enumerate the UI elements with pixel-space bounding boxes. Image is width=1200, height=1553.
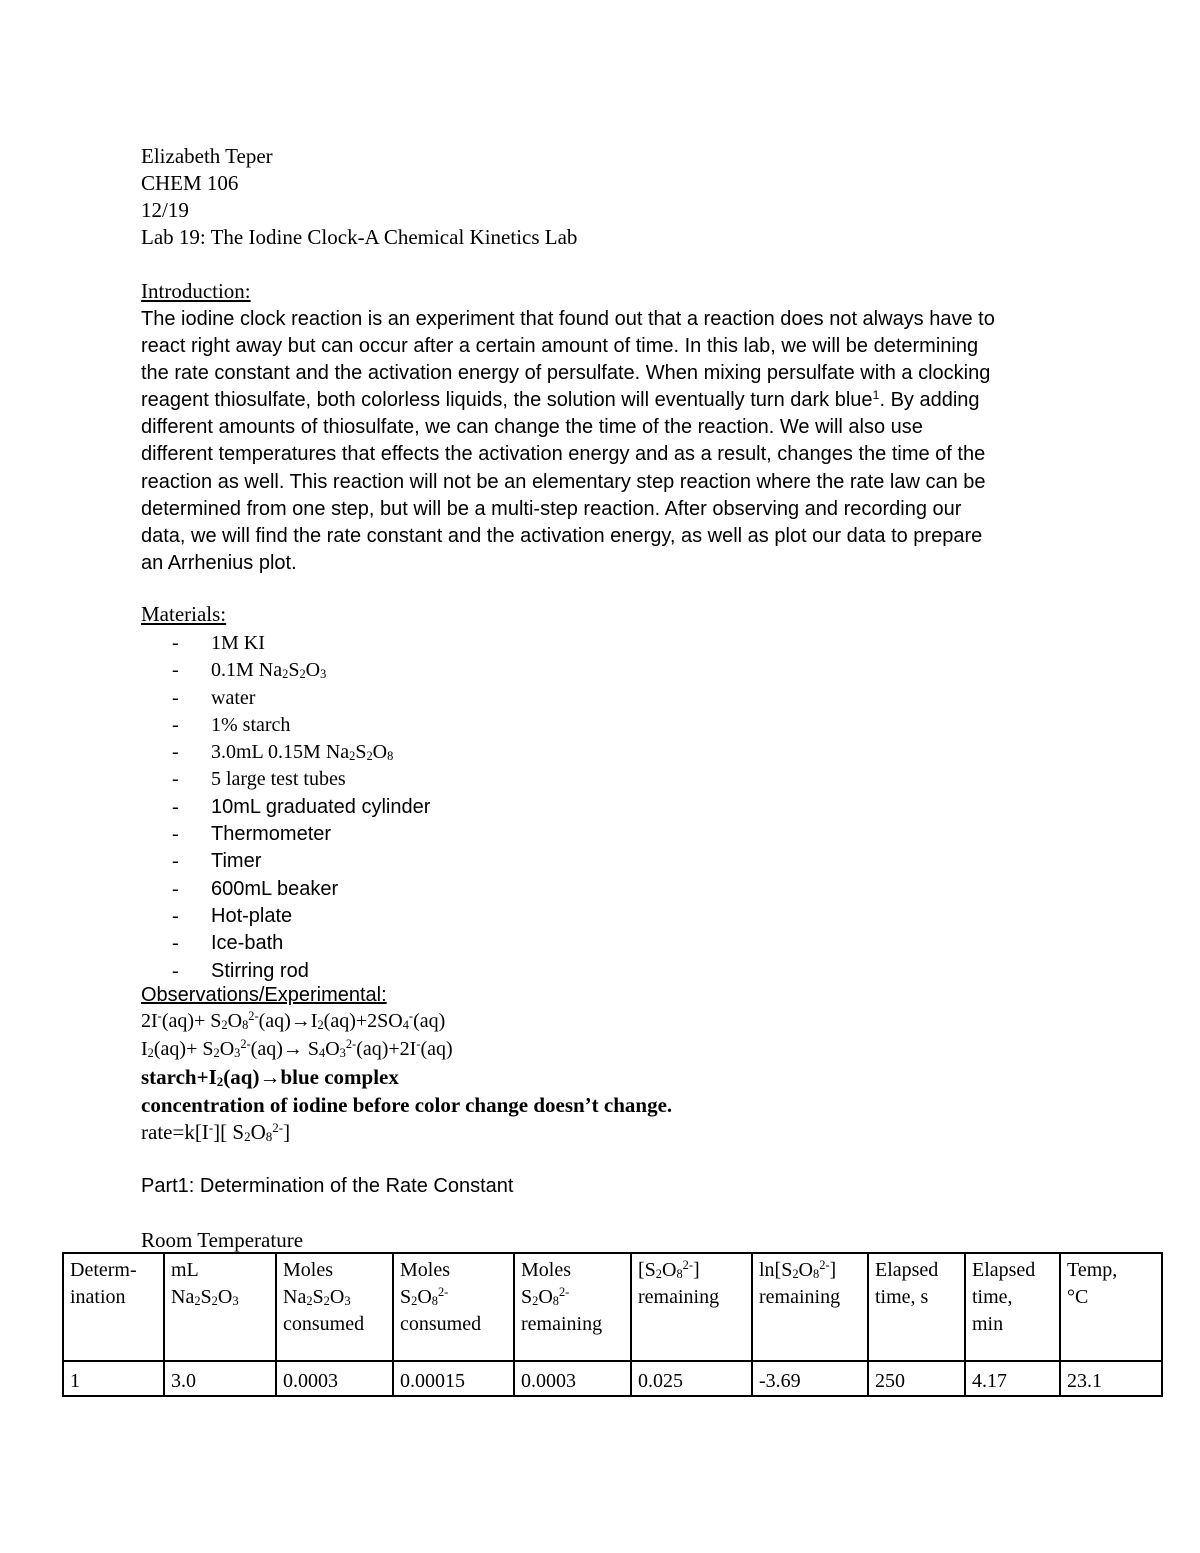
table-cell: 0.0003 — [276, 1361, 393, 1396]
table-cell: 250 — [868, 1361, 965, 1396]
list-item: - Timer — [172, 850, 262, 873]
observation-note: concentration of iodine before color change doesn’t change. — [141, 1093, 673, 1117]
intro-line: an Arrhenius plot. — [141, 551, 297, 574]
room-temperature-heading: Room Temperature — [141, 1228, 304, 1252]
table-header-cell: $\ln[S_2O_8^{2-}]$ remaining — [752, 1253, 868, 1361]
table-header-cell: Elapsed time, s — [868, 1253, 965, 1361]
author-name: Elizabeth Teper — [141, 144, 273, 168]
list-item: - Hot-plate — [172, 904, 293, 927]
table-cell: 0.025 — [631, 1361, 752, 1396]
intro-line: different temperatures that effects the activation energy and as a result, changes the time of the — [141, 443, 986, 466]
materials-heading: Materials: — [141, 602, 227, 626]
table-header-cell: Determ- ination — [63, 1253, 164, 1361]
rate-constant-table — [62, 1252, 1163, 1397]
table-header-cell: Moles $Na_2S_2O_3$ consumed — [276, 1253, 393, 1361]
part1-heading: Part1: Determination of the Rate Constant — [141, 1175, 514, 1197]
intro-line: react right away but can occur after a certain amount of time. In this lab, we will be determining — [141, 335, 979, 358]
table-cell: 0.0003 — [514, 1361, 631, 1396]
materials-list — [172, 630, 430, 985]
table-cell: 3.0 — [164, 1361, 276, 1396]
table-header-cell: Elapsed time, min — [965, 1253, 1060, 1361]
table-cell: 1 — [63, 1361, 164, 1396]
list-item: - 0.1M $Na_2S_2O_3$ — [172, 659, 327, 682]
table-cell: 4.17 — [965, 1361, 1060, 1396]
table-header-cell: Moles $S_2O_8^{2-}$ consumed — [393, 1253, 514, 1361]
list-item: - 1M KI — [172, 632, 265, 654]
rate-law: rate=k[I-][ $S_2O_8^{2-}$] — [141, 1119, 291, 1144]
report-date: 12/19 — [141, 198, 189, 222]
list-item: - 10mL graduated cylinder — [172, 795, 431, 818]
observations-heading: Observations/Experimental: — [141, 984, 387, 1006]
list-item: - Stirring rod — [172, 959, 309, 982]
intro-line: determined from one step, but will be a multi-step reaction. After observing and recording our — [141, 497, 962, 520]
intro-line: different amounts of thiosulfate, we can change the time of the reaction. We will also use — [141, 416, 923, 439]
table-header-cell: $[S_2O_8^{2-}]$ remaining — [631, 1253, 752, 1361]
equation-1: $2I^-(aq)+ S_2O_8^{2-}(aq)\to I_2(aq)+2SO_4^-(aq)$ — [141, 1009, 446, 1032]
table-row — [63, 1361, 1162, 1396]
list-item: - 3.0mL 0.15M $Na_2S_2O_8$ — [172, 741, 394, 764]
list-item: - water — [172, 686, 256, 709]
introduction-paragraph — [141, 306, 1071, 577]
lab-title: Lab 19: The Iodine Clock-A Chemical Kinetics Lab — [141, 225, 578, 249]
equation-3: $starch+I_2(aq)\to blue$ complex — [141, 1065, 399, 1089]
list-item: - Thermometer — [172, 823, 332, 846]
intro-line: reagent thiosulfate, both colorless liquids, the solution will eventually turn dark blue$^1$. By adding — [141, 388, 980, 412]
table-header-cell: Temp, °C — [1060, 1253, 1162, 1361]
introduction-heading: Introduction: — [141, 279, 251, 303]
list-item: - 1% starch — [172, 713, 291, 736]
table-header-cell: Moles $S_2O_8^{2-}$ remaining — [514, 1253, 631, 1361]
intro-line: the rate constant and the activation energy of persulfate. When mixing persulfate with a clocking — [141, 362, 991, 385]
footnote-marker: 1 — [872, 388, 880, 403]
intro-line: data, we will find the rate constant and the activation energy, as well as plot our data to prepare — [141, 524, 983, 547]
table-header-row — [63, 1253, 1162, 1361]
table-cell: -3.69 — [752, 1361, 868, 1396]
intro-line: The iodine clock reaction is an experiment that found out that a reaction does not always have to — [141, 308, 995, 330]
list-item: - 600mL beaker — [172, 877, 339, 900]
list-item: - Ice-bath — [172, 932, 284, 955]
table-cell: 0.00015 — [393, 1361, 514, 1396]
table-header-cell: mL $Na_2S_2O_3$ — [164, 1253, 276, 1361]
table-cell: 23.1 — [1060, 1361, 1162, 1396]
intro-line: reaction as well. This reaction will not be an elementary step reaction where the rate law can be — [141, 470, 986, 493]
equation-2: $I_2(aq)+ S_2O_3^{2-}(aq)\to S_4O_3^{2-}(aq)+2I^-(aq)$ — [141, 1037, 453, 1060]
course-code: CHEM 106 — [141, 171, 239, 195]
list-item: - 5 large test tubes — [172, 768, 346, 791]
